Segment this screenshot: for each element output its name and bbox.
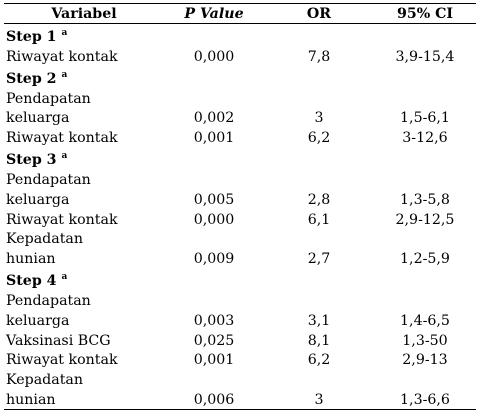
header-or: OR <box>264 4 374 24</box>
step-label: Step 3 <box>6 152 57 169</box>
table-row <box>4 248 476 268</box>
step-superscript: a <box>61 272 68 283</box>
variable-cell: Kepadatan <box>6 231 83 248</box>
empty-cell <box>374 290 476 310</box>
variable-cell: Pendapatan <box>6 90 91 107</box>
variable-cell: keluarga <box>6 191 70 208</box>
or-cell: 3 <box>264 389 374 409</box>
empty-cell <box>374 229 476 249</box>
header-ci: 95% CI <box>374 4 476 24</box>
variable-cell: Pendapatan <box>6 292 91 309</box>
p-value-cell: 0,002 <box>193 110 235 127</box>
step-label-cell <box>4 147 476 169</box>
ci-cell: 1,3-6,6 <box>374 389 476 409</box>
or-cell: 8,1 <box>307 332 331 349</box>
ci-cell: 1,4-6,5 <box>400 312 450 329</box>
ci-cell: 2,9-13 <box>402 352 448 369</box>
header-p-value: P Value <box>164 4 264 24</box>
step-label: Step 2 <box>6 70 57 87</box>
ci-cell: 3,9-15,4 <box>395 48 455 65</box>
variable-cell: Vaksinasi BCG <box>6 332 111 349</box>
empty-cell <box>164 369 264 389</box>
variable-cell: Riwayat kontak <box>6 211 118 228</box>
label-row <box>4 229 476 249</box>
empty-cell <box>264 169 374 189</box>
step-row <box>4 66 476 88</box>
p-value-cell: 0,003 <box>193 312 235 329</box>
variable-cell: hunian <box>6 251 56 268</box>
or-cell: 7,8 <box>307 48 331 65</box>
variable-cell: keluarga <box>6 110 70 127</box>
table-row <box>4 330 476 350</box>
p-value-cell: 0,009 <box>193 251 235 268</box>
empty-cell <box>164 290 264 310</box>
table-row <box>4 350 476 370</box>
or-cell: 2,8 <box>307 191 331 208</box>
p-value-cell: 0,000 <box>193 211 235 228</box>
step-row <box>4 147 476 169</box>
ci-cell: 1,3-50 <box>402 332 448 349</box>
empty-cell <box>264 290 374 310</box>
table-row <box>4 310 476 330</box>
results-table <box>4 3 476 410</box>
step-label-cell <box>4 24 476 47</box>
empty-cell <box>264 229 374 249</box>
or-cell: 6,2 <box>307 352 331 369</box>
label-row <box>4 88 476 108</box>
empty-cell <box>164 229 264 249</box>
table-row <box>4 189 476 209</box>
step-label: Step 4 <box>6 273 57 290</box>
or-cell: 3 <box>314 110 324 127</box>
p-value-cell: 0,001 <box>193 352 235 369</box>
or-cell: 2,7 <box>307 251 331 268</box>
header-variable: Variabel <box>4 4 164 24</box>
variable-cell: Riwayat kontak <box>6 130 118 147</box>
empty-cell <box>264 88 374 108</box>
ci-cell: 3-12,6 <box>402 130 448 147</box>
empty-cell <box>264 369 374 389</box>
variable-cell: keluarga <box>6 312 70 329</box>
step-row <box>4 268 476 290</box>
ci-cell: 1,2-5,9 <box>400 251 450 268</box>
variable-cell: Riwayat kontak <box>6 48 118 65</box>
label-row <box>4 369 476 389</box>
table-row <box>4 127 476 147</box>
step-row <box>4 24 476 47</box>
p-value-cell: 0,006 <box>164 389 264 409</box>
step-superscript: a <box>61 28 68 38</box>
empty-cell <box>374 369 476 389</box>
empty-cell <box>374 169 476 189</box>
ci-cell: 2,9-12,5 <box>395 211 455 228</box>
table-row <box>4 46 476 66</box>
label-row <box>4 169 476 189</box>
variable-cell: Pendapatan <box>6 171 91 188</box>
step-label: Step 1 <box>6 29 57 45</box>
step-superscript: a <box>61 151 68 162</box>
table-body <box>4 24 476 410</box>
step-label-cell <box>4 268 476 290</box>
ci-cell: 1,3-5,8 <box>400 191 450 208</box>
empty-cell <box>164 88 264 108</box>
ci-cell: 1,5-6,1 <box>400 110 450 127</box>
label-row <box>4 290 476 310</box>
step-label-cell <box>4 66 476 88</box>
variable-cell: Kepadatan <box>6 372 83 389</box>
table-header <box>4 4 476 24</box>
header-row <box>4 4 476 24</box>
p-value-cell: 0,025 <box>193 332 235 349</box>
variable-cell: Riwayat kontak <box>6 352 118 369</box>
or-cell: 6,1 <box>307 211 331 228</box>
empty-cell <box>164 169 264 189</box>
table-row <box>4 209 476 229</box>
step-superscript: a <box>61 69 68 80</box>
p-value-cell: 0,005 <box>193 191 235 208</box>
p-value-cell: 0,000 <box>193 48 235 65</box>
or-cell: 6,2 <box>307 130 331 147</box>
table-row <box>4 389 476 409</box>
empty-cell <box>374 88 476 108</box>
table-row <box>4 108 476 128</box>
p-value-cell: 0,001 <box>193 130 235 147</box>
variable-cell: hunian <box>4 389 164 409</box>
or-cell: 3,1 <box>307 312 331 329</box>
